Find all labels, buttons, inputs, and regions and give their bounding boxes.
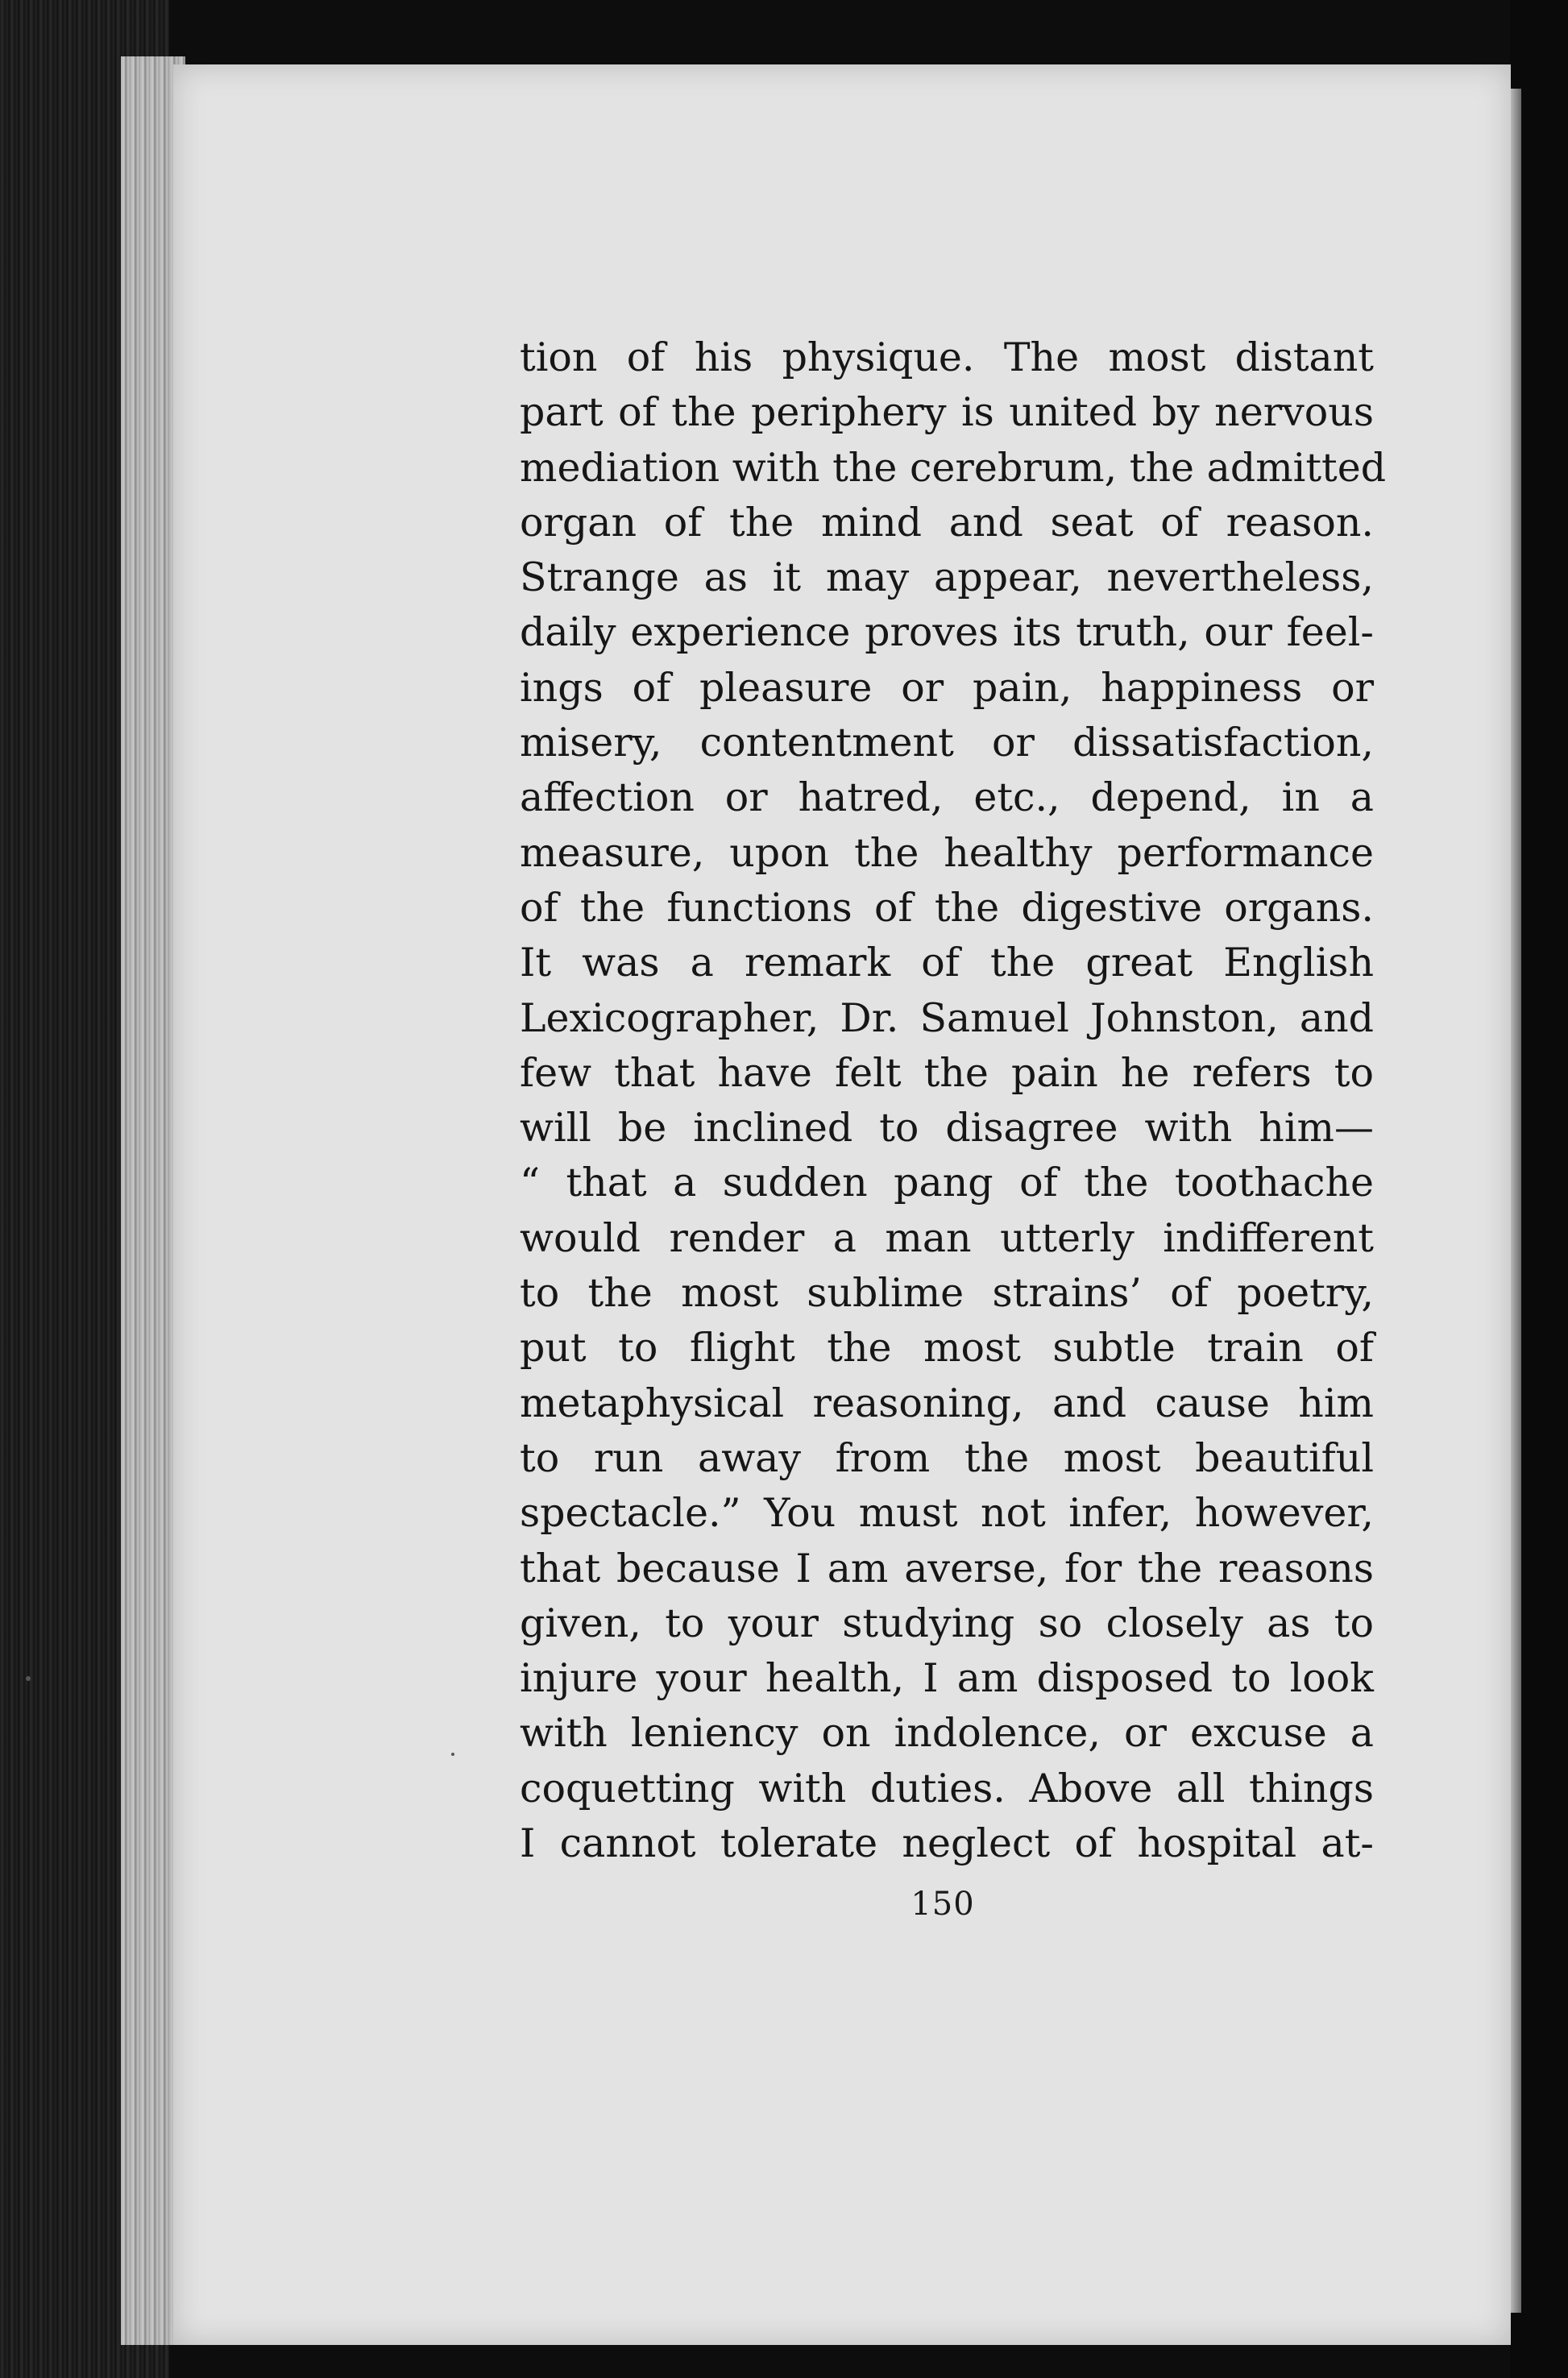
text-line: Strange as it may appear, nevertheless,	[520, 554, 1374, 601]
right-page-edge	[1510, 0, 1568, 2378]
text-line: injure your health, I am disposed to look	[520, 1655, 1374, 1702]
text-line: organ of the mind and seat of reason.	[520, 499, 1374, 546]
text-line: that because I am averse, for the reasons	[520, 1545, 1374, 1592]
text-line: part of the periphery is united by nervous	[520, 389, 1374, 436]
text-line: daily experience proves its truth, our feel-	[520, 609, 1374, 656]
text-line: coquetting with duties. Above all things	[520, 1765, 1374, 1812]
text-line: mediation with the cerebrum, the admitted	[520, 444, 1387, 491]
text-line: I cannot tolerate neglect of hospital at-	[520, 1820, 1374, 1867]
text-line: of the functions of the digestive organs.	[520, 884, 1374, 931]
text-line: “ that a sudden pang of the toothache	[520, 1160, 1374, 1206]
text-line: ings of pleasure or pain, happiness or	[520, 664, 1374, 711]
text-line: It was a remark of the great English	[520, 940, 1374, 986]
text-line: with leniency on indolence, or excuse a	[520, 1710, 1374, 1757]
text-line: to run away from the most beautiful	[520, 1434, 1374, 1481]
text-line: tion of his physique. The most distant	[520, 334, 1374, 380]
text-line: misery, contentment or dissatisfaction,	[520, 720, 1374, 766]
text-line: to the most sublime strains’ of poetry,	[520, 1270, 1374, 1317]
text-line: would render a man utterly indifferent	[520, 1214, 1374, 1261]
page-number: 150	[911, 1886, 975, 1923]
text-line: measure, upon the healthy performance	[520, 829, 1374, 876]
text-line: affection or hatred, etc., depend, in a	[520, 774, 1374, 821]
text-line: metaphysical reasoning, and cause him	[520, 1380, 1374, 1426]
text-line: few that have felt the pain he refers to	[520, 1049, 1374, 1096]
scan-speck	[451, 1753, 454, 1756]
body-text	[520, 330, 1387, 1871]
text-line: given, to your studying so closely as to	[520, 1600, 1374, 1646]
text-line: Lexicographer, Dr. Samuel Johnston, and	[520, 994, 1374, 1041]
text-line: will be inclined to disagree with him—	[520, 1105, 1374, 1152]
scan-speck	[26, 1676, 31, 1681]
text-line: spectacle.” You must not infer, however,	[520, 1490, 1374, 1537]
text-line: put to flight the most subtle train of	[520, 1325, 1374, 1372]
